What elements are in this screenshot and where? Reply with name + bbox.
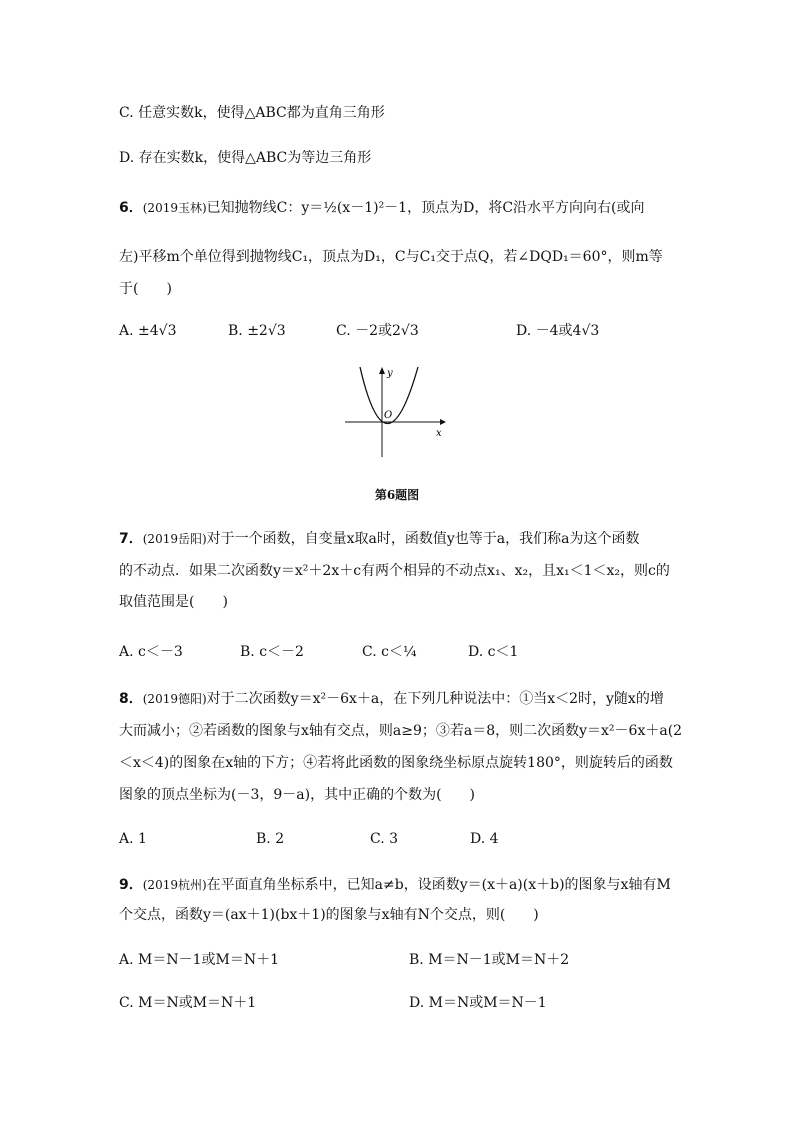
q6-option-b: B. ±2√3 bbox=[228, 323, 286, 339]
q6-text-1: 已知抛物线C：y＝½(x－1)²－1，顶点为D，将C沿水平方向向右(或向 bbox=[206, 200, 645, 216]
origin-label: O bbox=[384, 410, 393, 421]
q9-text-1: 在平面直角坐标系中，已知a≠b，设函数y＝(x＋a)(x＋b)的图象与x轴有M bbox=[206, 877, 671, 893]
y-axis-arrow bbox=[379, 367, 385, 374]
q9-option-a: A. M＝N－1或M＝N＋1 bbox=[119, 952, 279, 968]
q9-option-d: D. M＝N或M＝N－1 bbox=[409, 995, 547, 1011]
q5-option-d: D. 存在实数k，使得△ABC为等边三角形 bbox=[119, 150, 372, 166]
q9-line1 bbox=[119, 876, 671, 894]
q6-option-d: D. －4或4√3 bbox=[516, 323, 600, 339]
q6-source: (2019玉林) bbox=[142, 201, 207, 215]
q6-text-3: 于( ) bbox=[119, 281, 172, 297]
q9-source: (2019杭州) bbox=[142, 878, 207, 892]
q7-option-b: B. c＜－2 bbox=[240, 644, 304, 660]
y-axis-label: y bbox=[387, 368, 393, 379]
q8-option-d: D. 4 bbox=[470, 831, 499, 847]
q6-number: 6． bbox=[119, 200, 143, 216]
q9-option-b: B. M＝N－1或M＝N＋2 bbox=[409, 952, 570, 968]
q9-text-2: 个交点，函数y＝(ax＋1)(bx＋1)的图象与x轴有N个交点，则( ) bbox=[119, 907, 539, 923]
q6-figure-caption: 第6题图 bbox=[374, 488, 420, 502]
q8-option-b: B. 2 bbox=[256, 831, 285, 847]
q6-line1 bbox=[119, 199, 645, 217]
q7-option-d: D. c＜1 bbox=[468, 644, 519, 660]
q7-text-3: 取值范围是( ) bbox=[119, 594, 228, 610]
q8-number: 8． bbox=[119, 691, 143, 707]
q6-option-c: C. －2或2√3 bbox=[336, 323, 419, 339]
q7-text-1: 对于一个函数，自变量x取a时，函数值y也等于a，我们称a为这个函数 bbox=[206, 531, 640, 547]
x-axis-arrow bbox=[440, 419, 446, 425]
x-axis-label: x bbox=[436, 428, 442, 439]
q8-text-3: ＜x＜4)的图象在x轴的下方；④若将此函数的图象绕坐标原点旋转180°，则旋转后的函数 bbox=[119, 755, 673, 771]
q9-number: 9． bbox=[119, 877, 143, 893]
q8-option-a: A. 1 bbox=[119, 831, 147, 847]
q8-source: (2019德阳) bbox=[142, 692, 207, 706]
q8-option-c: C. 3 bbox=[370, 831, 399, 847]
q8-line1 bbox=[119, 690, 664, 708]
q7-number: 7． bbox=[119, 531, 143, 547]
q7-option-c: C. c＜¼ bbox=[362, 644, 417, 660]
q8-text-1: 对于二次函数y＝x²－6x＋a，在下列几种说法中：①当x＜2时，y随x的增 bbox=[206, 691, 664, 707]
q9-option-c: C. M＝N或M＝N＋1 bbox=[119, 995, 257, 1011]
q7-option-a: A. c＜－3 bbox=[119, 644, 183, 660]
q5-option-c: C. 任意实数k，使得△ABC都为直角三角形 bbox=[119, 105, 385, 121]
q6-option-a: A. ±4√3 bbox=[119, 323, 177, 339]
q7-source: (2019岳阳) bbox=[142, 532, 207, 546]
q7-text-2: 的不动点．如果二次函数y＝x²＋2x＋c有两个相异的不动点x₁、x₂，且x₁＜1＜x₂，则c的 bbox=[119, 563, 670, 579]
q6-text-2: 左)平移m个单位得到抛物线C₁，顶点为D₁，C与C₁交于点Q，若∠DQD₁＝60°，则m等 bbox=[119, 249, 663, 265]
q7-line1 bbox=[119, 530, 640, 548]
q6-parabola-figure bbox=[340, 362, 450, 462]
q8-text-4: 图象的顶点坐标为(－3，9－a)，其中正确的个数为( ) bbox=[119, 787, 476, 803]
q8-text-2: 大而减小；②若函数的图象与x轴有交点，则a≥9；③若a＝8，则二次函数y＝x²－6x＋a(2 bbox=[119, 723, 683, 739]
